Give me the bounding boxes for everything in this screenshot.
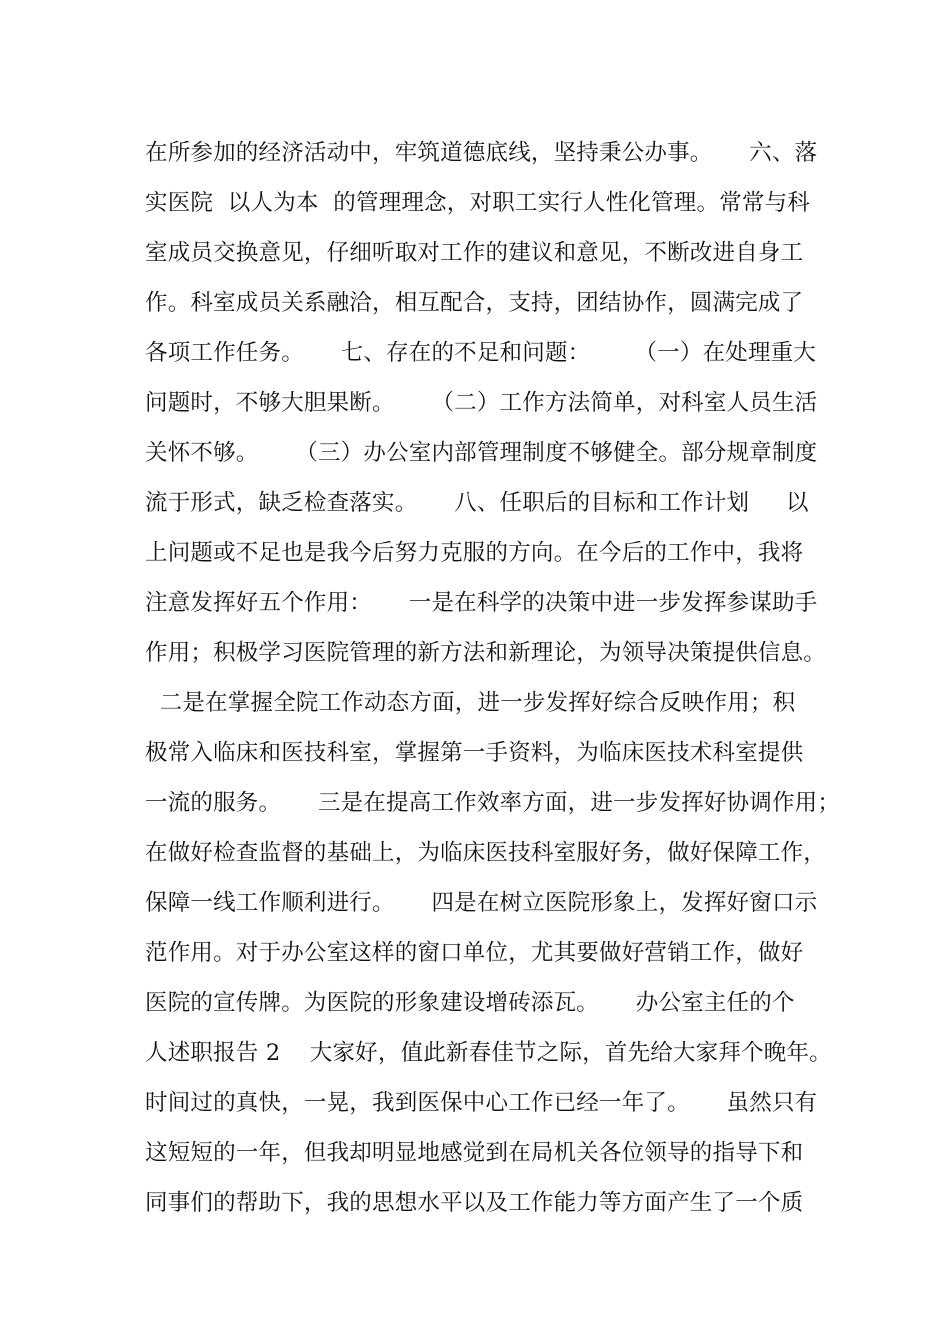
text-line-1: 在所参加的经济活动中，牢筑道德底线，坚持秉公办事。 六、落: [145, 140, 818, 166]
text-line-21: 这短短的一年，但我却明显地感觉到在局机关各位领导的指导下和: [145, 1140, 804, 1166]
text-line-22: 同事们的帮助下，我的思想水平以及工作能力等方面产生了一个质: [145, 1190, 804, 1216]
text-line-18: 医院的宣传牌。为医院的形象建设增砖添瓦。 办公室主任的个: [145, 990, 795, 1016]
body-text: [145, 128, 841, 1228]
text-line-14: 一流的服务。 三是在提高工作效率方面，进一步发挥好协调作用；: [145, 790, 841, 816]
text-line-7: 关怀不够。 （三）办公室内部管理制度不够健全。部分规章制度: [145, 440, 818, 466]
text-line-19: 人述职报告 2 大家好，值此新春佳节之际，首先给大家拜个晚年。: [145, 1040, 832, 1066]
text-line-6: 问题时，不够大胆果断。 （二）工作方法简单，对科室人员生活: [145, 390, 818, 416]
text-line-11: 作用；积极学习医院管理的新方法和新理论，为领导决策提供信息。: [145, 640, 827, 666]
text-line-17: 范作用。对于办公室这样的窗口单位，尤其要做好营销工作，做好: [145, 940, 804, 966]
text-line-20: 时间过的真快，一晃，我到医保中心工作已经一年了。 虽然只有: [145, 1090, 818, 1116]
text-line-2: 实医院 以人为本 的管理理念，对职工实行人性化管理。常常与科: [145, 190, 811, 216]
text-line-5: 各项工作任务。 七、存在的不足和问题： （一）在处理重大: [145, 340, 817, 366]
text-line-4: 作。科室成员关系融洽，相互配合，支持，团结协作，圆满完成了: [145, 290, 804, 316]
text-line-15: 在做好检查监督的基础上，为临床医技科室服好务，做好保障工作，: [145, 840, 827, 866]
text-line-16: 保障一线工作顺利进行。 四是在树立医院形象上，发挥好窗口示: [145, 890, 818, 916]
text-line-13: 极常入临床和医技科室，掌握第一手资料，为临床医技术科室提供: [145, 740, 804, 766]
text-line-10: 注意发挥好五个作用： 一是在科学的决策中进一步发挥参谋助手: [145, 590, 818, 616]
text-line-3: 室成员交换意见，仔细听取对工作的建议和意见，不断改进自身工: [145, 240, 804, 266]
text-line-12: 二是在掌握全院工作动态方面，进一步发挥好综合反映作用；积: [145, 690, 796, 716]
text-line-8: 流于形式，缺乏检查落实。 八、任职后的目标和工作计划 以: [145, 490, 809, 516]
text-line-9: 上问题或不足也是我今后努力克服的方向。在今后的工作中，我将: [145, 540, 804, 566]
